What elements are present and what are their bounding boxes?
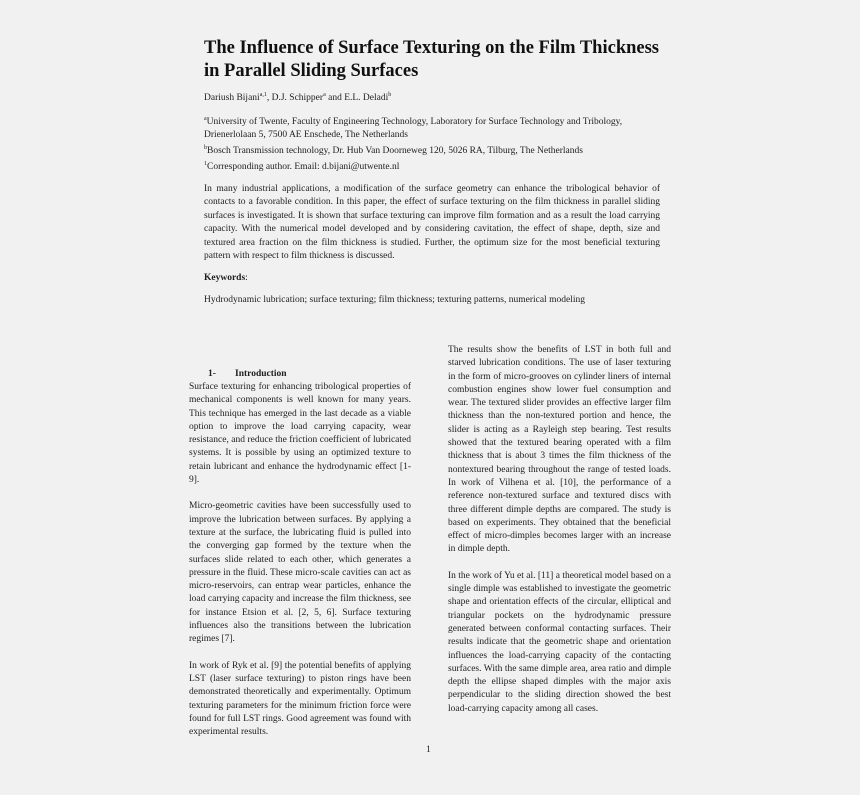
paragraph: Micro-geometric cavities have been successfully used to improve the lubrication between surfaces. By applying a texture at the surface, the lubricating fluid is pulled into the converging gap formed by the texture when the surfaces slide related to each other, which generates a pressure in the fluid. These micro-scale cavities can act as micro-reservoirs, can entrap wear particles, enhance the load carrying capacity and increase the film thickness, see for instance Etsion et al. [2, 5, 6]. Surface texturing influences also the transitions between the lubrication regimes [7]. — [189, 501, 411, 645]
section-heading — [208, 368, 411, 381]
page-number: 1 — [426, 745, 431, 755]
corresponding-text: Corresponding author. Email: d.bijani@utwente.nl — [207, 162, 400, 173]
paragraph: In the work of Yu et al. [11] a theoretical model based on a single dimple was established to investigate the geometric shape and orientation effects of the circular, elliptical and triangular pockets on the hydrodynamic pressure generated between conformal contacting surfaces. Their results indicate that the geometric shape and orientation influences the load-carrying capacity of the contacting surfaces. With the same dimple area, area ratio and dimple depth the ellipse shaped dimples with the major axis perpendicular to the sliding direction showed the best load-carrying capacity among all cases. — [448, 570, 671, 714]
affiliation-text: University of Twente, Faculty of Engineering Technology, Laboratory for Surface Technology and Tribology, Drienerlolaan 5, 7500 AE Enschede, The Netherlands — [204, 117, 623, 141]
author-superscript: a — [323, 92, 326, 98]
affiliations — [204, 113, 674, 158]
paragraph: Surface texturing for enhancing tribological properties of mechanical components is well known for many years. This technique has emerged in the last decade as a viable option to improve the load carrying capacity, wear resistance, and reduce the friction coefficient of lubricated systems. It is possible by using an optimized texture to retain lubricant and enhance the hydrodynamic effect [1-9]. — [189, 382, 411, 486]
paper-title: The Influence of Surface Texturing on the Film Thickness in Parallel Sliding Surfaces — [204, 38, 660, 81]
affiliation-superscript: a — [204, 116, 207, 122]
left-column — [189, 368, 411, 752]
affiliation-superscript: b — [204, 145, 207, 152]
keywords-colon: : — [245, 273, 248, 283]
affiliation-text: Bosch Transmission technology, Dr. Hub Van Doorneweg 120, 5026 RA, Tilburg, The Netherlands — [207, 146, 583, 157]
affiliation-b — [204, 142, 674, 158]
paragraph: The results show the benefits of LST in both full and starved lubrication conditions. The use of laser texturing in the form of micro-grooves on cylinder liners of internal combustion engines show lower fuel consumption and wear. The textured slider provides an effective larger film thickness than the non-textured portion and hence, the slider is acting as a Rayleigh step bearing. Test results showed that the textured bearing operated with a film thickness that is about 3 times the film thickness of the nontextured bearing throughout the range of tested loads. In work of Vilhena et al. [10], the performance of a reference non-textured surface and textured discs with three different dimple depths are compared. The study is based on experiments. They obtained that the beneficial effect of micro-dimples becomes larger with an increase in dimple depth. — [448, 345, 671, 555]
corresponding-author — [204, 161, 399, 172]
author-superscript: b — [388, 92, 392, 98]
right-column — [448, 344, 671, 729]
author-superscript: a,1 — [259, 92, 267, 98]
author-name: and E.L. Deladi — [325, 93, 389, 104]
author-list — [204, 92, 391, 103]
affiliation-a — [204, 113, 674, 142]
keywords-list: Hydrodynamic lubrication; surface texturing; film thickness; texturing patterns, numerical modeling — [204, 295, 585, 305]
corresponding-superscript: 1 — [204, 161, 207, 167]
abstract: In many industrial applications, a modification of the surface geometry can enhance the tribological behavior of contacts to a favorable condition. In this paper, the effect of surface texturing on the film thickness in parallel sliding surfaces is investigated. It is shown that surface texturing can improve film formation and as a result the load carrying capacity. With the numerical model developed and by considering cavitation, the effect of shape, depth, size and textured area fraction on the film thickness is studied. Further, the optimum size for the most beneficial texturing pattern with respect to film thickness is discussed. — [204, 184, 660, 262]
keywords-heading — [204, 273, 248, 283]
section-title: Introduction — [235, 369, 287, 379]
author-name: , D.J. Schipper — [266, 93, 324, 104]
section-number: 1- — [208, 369, 216, 379]
author-name: Dariush Bijani — [204, 93, 260, 104]
paragraph: In work of Ryk et al. [9] the potential benefits of applying LST (laser surface texturing) to piston rings have been demonstrated theoretically and experimentally. Optimum texturing parameters for the minimum friction force were found for full LST rings. Good agreement was found with experimental results. — [189, 660, 411, 738]
keywords-label: Keywords — [204, 273, 246, 283]
